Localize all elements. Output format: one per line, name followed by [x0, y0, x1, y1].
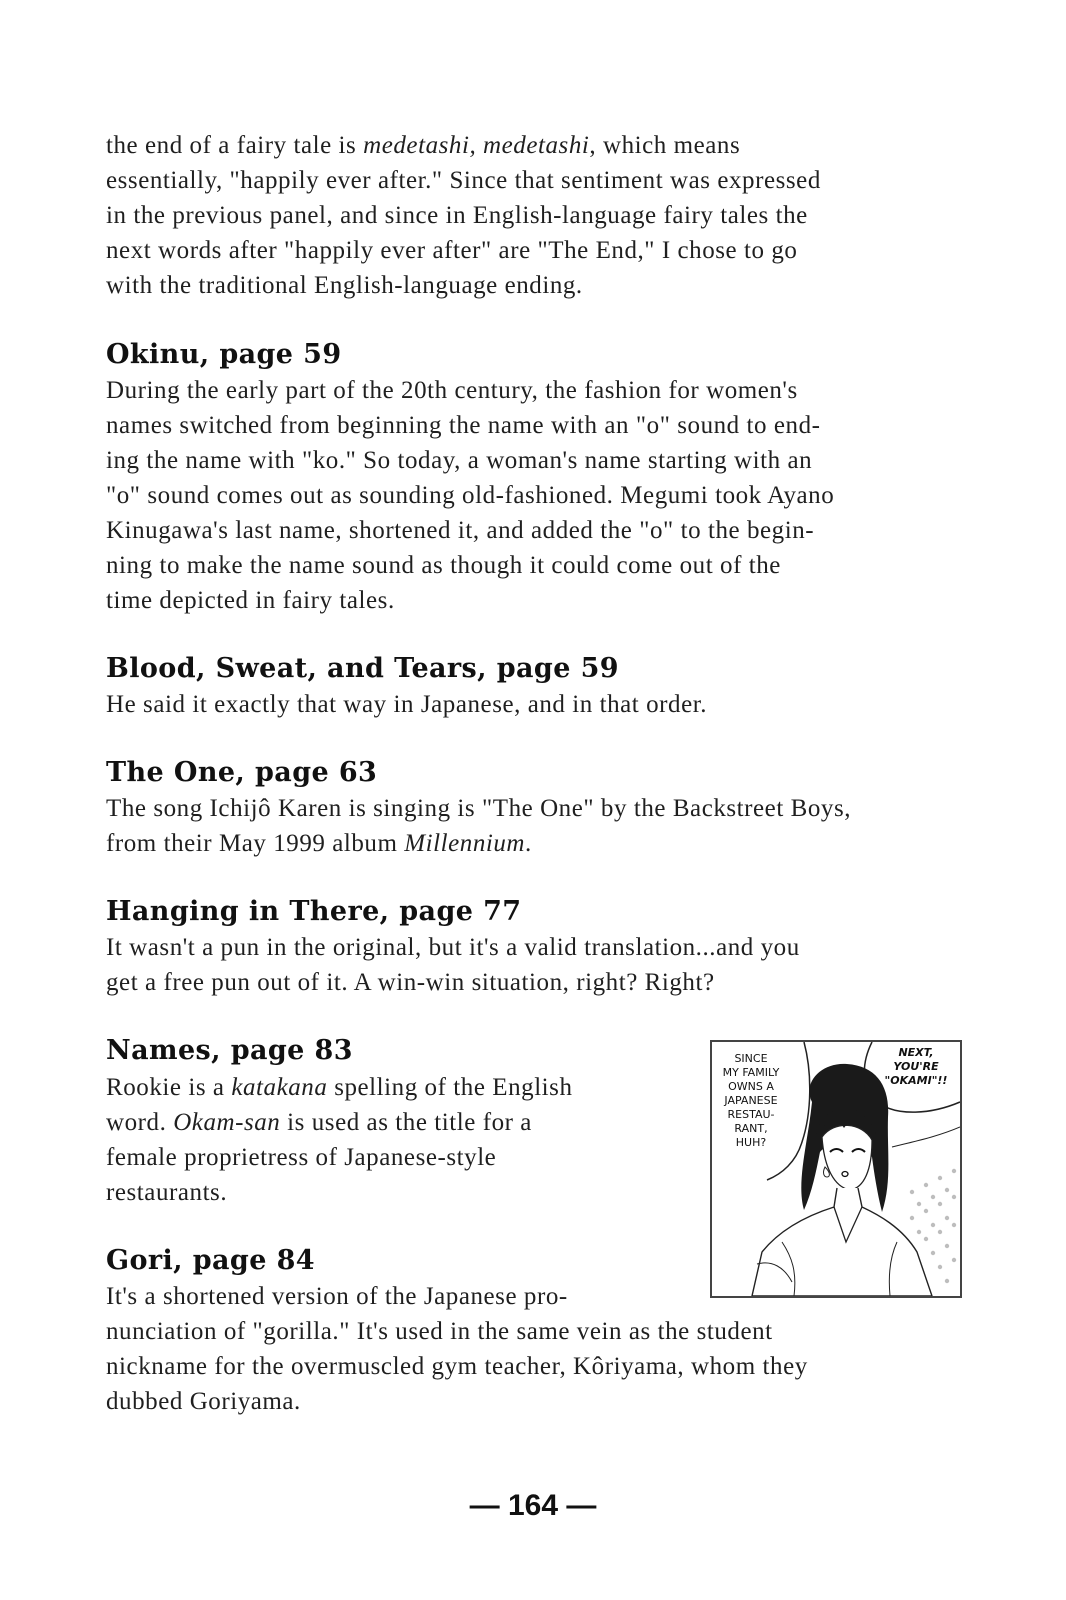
speech-bubble-right — [872, 1046, 960, 1088]
italic-term: Millennium — [404, 830, 526, 857]
bubble-line: YOU'RE — [893, 1060, 939, 1073]
text-line: essentially, "happily ever after." Since that sentiment was expressed — [106, 167, 821, 194]
bubble-line: HUH? — [735, 1136, 767, 1149]
italic-term: Okam-san — [173, 1109, 281, 1136]
text-line: time depicted in fairy tales. — [106, 587, 395, 614]
speech-bubble-left — [712, 1052, 790, 1150]
text-line: He said it exactly that way in Japanese, and in that order. — [106, 691, 708, 718]
text-line: "o" sound comes out as sounding old-fashioned. Megumi took Ayano — [106, 482, 835, 509]
bubble-line: RESTAU- — [727, 1108, 775, 1121]
text-line: names switched from beginning the name with an "o" sound to end- — [106, 412, 821, 439]
text-line: restaurants. — [106, 1179, 228, 1206]
text-line: Kinugawa's last name, shortened it, and added the "o" to the begin- — [106, 517, 815, 544]
section-heading-the-one: The One, page 63 — [106, 757, 378, 788]
text-line: ning to make the name sound as though it could come out of the — [106, 552, 781, 579]
section-body-the-one — [106, 791, 851, 861]
bubble-line: OWNS A — [728, 1080, 774, 1093]
manga-panel-illustration — [710, 1040, 962, 1298]
intro-paragraph — [106, 128, 821, 303]
text-line: next words after "happily ever after" are "The End," I chose to go — [106, 237, 798, 264]
bubble-line: SINCE — [734, 1052, 768, 1065]
text-line: word. Okam-san is used as the title for a — [106, 1109, 532, 1136]
section-heading-hanging-in-there: Hanging in There, page 77 — [106, 896, 522, 927]
section-heading-names: Names, page 83 — [106, 1035, 353, 1066]
text-line: dubbed Goriyama. — [106, 1388, 301, 1415]
bubble-line: NEXT, — [898, 1046, 934, 1059]
section-heading-gori: Gori, page 84 — [106, 1245, 315, 1276]
text-line: It's a shortened version of the Japanese pro- — [106, 1283, 568, 1310]
bubble-line: JAPANESE — [724, 1094, 778, 1107]
text-line: female proprietress of Japanese-style — [106, 1144, 497, 1171]
section-heading-blood-sweat-tears: Blood, Sweat, and Tears, page 59 — [106, 653, 619, 684]
text-line: ing the name with "ko." So today, a woman's name starting with an — [106, 447, 813, 474]
italic-term: medetashi, medetashi — [363, 132, 590, 159]
text-line: nickname for the overmuscled gym teacher, Kôriyama, whom they — [106, 1353, 808, 1380]
text-line: the end of a fairy tale is medetashi, medetashi, which means — [106, 132, 741, 159]
italic-term: katakana — [231, 1074, 328, 1101]
text-line: from their May 1999 album Millennium. — [106, 830, 532, 857]
section-body-gori — [106, 1279, 808, 1419]
text-line: It wasn't a pun in the original, but it's a valid translation...and you — [106, 934, 800, 961]
section-body-okinu — [106, 373, 834, 618]
text-line: The song Ichijô Karen is singing is "The One" by the Backstreet Boys, — [106, 795, 852, 822]
text-line: nunciation of "gorilla." It's used in the same vein as the student — [106, 1318, 773, 1345]
section-body-hanging-in-there — [106, 930, 800, 1000]
page-number: — 164 — — [469, 1489, 597, 1522]
bubble-line: "OKAMI"!! — [884, 1074, 948, 1087]
bubble-line: RANT, — [734, 1122, 768, 1135]
bubble-line: MY FAMILY — [722, 1066, 780, 1079]
section-body-names — [106, 1070, 573, 1210]
text-line: in the previous panel, and since in English-language fairy tales the — [106, 202, 808, 229]
text-line: Rookie is a katakana spelling of the English — [106, 1074, 573, 1101]
section-body-blood-sweat-tears — [106, 687, 707, 722]
text-line: with the traditional English-language ending. — [106, 272, 583, 299]
section-heading-okinu: Okinu, page 59 — [106, 339, 342, 370]
text-line: get a free pun out of it. A win-win situation, right? Right? — [106, 969, 715, 996]
text-line: During the early part of the 20th century, the fashion for women's — [106, 377, 798, 404]
